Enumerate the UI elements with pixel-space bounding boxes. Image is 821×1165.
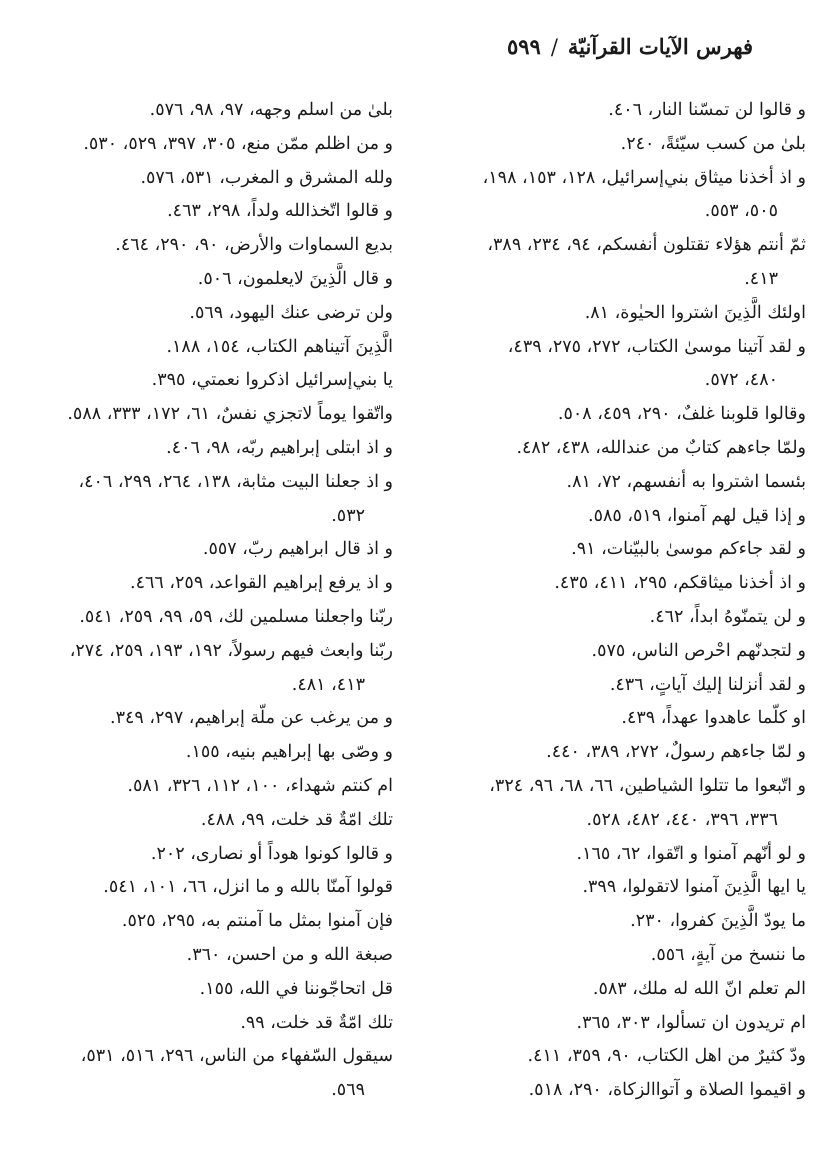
index-entry-line: و إذا قيل لهم آمنوا، ٥١٩، ٥٨٥.	[588, 505, 806, 526]
index-entry-line: ٤١٣، ٤٨١.	[291, 674, 365, 695]
index-entry-line: بلىٰ من اسلم وجهه، ٩٧، ٩٨، ٥٧٦.	[149, 100, 393, 120]
index-entry-line: صبغة الله و من احسن، ٣٦٠.	[186, 944, 393, 965]
index-entry-line: و قال الَّذِينَ لايعلمون، ٥٠٦.	[197, 268, 393, 289]
index-entry-line: الم تعلم انّ الله له ملك، ٥٨٣.	[592, 978, 806, 999]
index-entry-line: فإن آمنوا بمثل ما آمنتم به، ٢٩٥، ٥٢٥.	[121, 911, 393, 932]
index-entry-line: و اقيموا الصلاة و آتواالزكاة، ٢٩٠، ٥١٨.	[528, 1080, 806, 1101]
index-column-right	[401, 94, 806, 1108]
index-entry-line: و لتجدنّهم احْرص الناس، ٥٧٥.	[591, 640, 806, 661]
index-entry-line: ٣٣٦، ٣٩٦، ٤٤٠، ٤٨٢، ٥٢٨.	[586, 809, 778, 830]
index-entry-line: وقالوا قلوبنا غلفٌ، ٢٩٠، ٤٥٩، ٥٠٨.	[557, 404, 806, 425]
index-column-left	[13, 94, 393, 1108]
index-entry-line: و لقد جاءكم موسىٰ بالبيّنات، ٩١.	[571, 539, 806, 560]
index-entry-line: و اذ يرفع إبراهيم القواعد، ٢٥٩، ٤٦٦.	[130, 573, 393, 594]
index-entry-line: ام تريدون ان تسألوا، ٣٠٣، ٣٦٥.	[576, 1012, 806, 1033]
index-entry-line: يا بني‌إسرائيل اذكروا نعمتي، ٣٩٥.	[151, 370, 393, 391]
index-entry-line: بلىٰ من كسب سيّئةً، ٢٤٠.	[620, 133, 806, 154]
index-entry-line: ام كنتم شهداء، ١٠٠، ١١٢، ٣٢٦، ٥٨١.	[127, 775, 393, 796]
index-entry-line: و اذ أخذنا ميثاق بني‌إسرائيل، ١٢٨، ١٥٣، ١٩٨،	[482, 167, 806, 188]
index-entry-line: و اذ قال ابراهيم ربّ، ٥٥٧.	[202, 539, 393, 560]
index-entry-line: الَّذِينَ آتيناهم الكتاب، ١٥٤، ١٨٨.	[166, 336, 393, 357]
index-entry-line: تلك امّةٌ قد خلت، ٩٩.	[240, 1012, 393, 1033]
index-entry-line: ٤٨٠، ٥٧٢.	[704, 370, 778, 391]
index-entry-line: يا ايها الَّذِينَ آمنوا لاتقولوا، ٣٩٩.	[582, 877, 806, 898]
page-title: فهرس الآيات القرآنيّة	[567, 34, 753, 59]
index-entry-line: و اتّبعوا ما تتلوا الشياطين، ٦٦، ٦٨، ٩٦، ٣٢٤،	[489, 775, 806, 796]
index-entry-line: ٥٦٩.	[331, 1080, 365, 1101]
index-entry-line: ولمّا جاءهم كتابٌ من عندالله، ٤٣٨، ٤٨٢.	[516, 437, 806, 458]
index-entry-line: ثمّ أنتم هؤلاء تقتلون أنفسكم، ٩٤، ٢٣٤، ٣٨٩،	[487, 235, 806, 256]
index-entry-line: ما يودّ الَّذِينَ كفروا، ٢٣٠.	[630, 911, 806, 932]
page-header	[507, 34, 753, 59]
index-entry-line: و قالوا لن تمسّنا النار، ٤٠٦.	[608, 100, 806, 120]
page-number: ٥٩٩	[506, 34, 541, 59]
index-entry-line: و من اظلم ممّن منع، ٣٠٥، ٣٩٧، ٥٢٩، ٥٣٠.	[83, 133, 393, 154]
index-entry-line: و من يرغب عن ملّة إبراهيم، ٢٩٧، ٣٤٩.	[110, 708, 393, 729]
index-entry-line: بئسما اشتروا به أنفسهم، ٧٢، ٨١.	[566, 471, 806, 492]
index-entry-line: و لقد أنزلنا إليك آياتٍ، ٤٣٦.	[609, 674, 806, 695]
index-entry-line: و لقد آتينا موسىٰ الكتاب، ٢٧٢، ٢٧٥، ٤٣٩،	[507, 336, 806, 357]
index-entry-line: ربّنا وابعث فيهم رسولاً، ١٩٢، ١٩٣، ٢٥٩، ٢٧٤،	[69, 640, 393, 661]
index-entry-line: و لن يتمنّوهُ ابداً، ٤٦٢.	[649, 606, 806, 627]
index-entry-line: و قالوا اتّخذالله ولداً، ٢٩٨، ٤٦٣.	[167, 201, 393, 222]
index-entry-line: ودّ كثيرٌ من اهل الكتاب، ٩٠، ٣٥٩، ٤١١.	[527, 1046, 806, 1067]
index-entry-line: ولله المشرق و المغرب، ٥٣١، ٥٧٦.	[140, 167, 393, 188]
index-entry-line: ربّنا واجعلنا مسلمين لك، ٥٩، ٩٩، ٢٥٩، ٥٤١.	[79, 606, 393, 627]
index-entry-line: و اذ أخذنا ميثاقكم، ٢٩٥، ٤١١، ٤٣٥.	[554, 573, 806, 594]
index-entry-line: ٥٣٢.	[331, 505, 365, 526]
index-entry-line: و لو أنّهم آمنوا و اتّقوا، ٦٢، ١٦٥.	[576, 843, 806, 864]
index-entry-line: ٥٠٥، ٥٥٣.	[704, 201, 778, 222]
index-entry-line: ٤١٣.	[744, 268, 778, 289]
index-entry-line: و اذ ابتلى إبراهيم ربّه، ٩٨، ٤٠٦.	[166, 437, 393, 458]
index-entry-line: و لمّا جاءهم رسولٌ، ٢٧٢، ٣٨٩، ٤٤٠.	[546, 742, 806, 763]
header-separator: /	[550, 35, 558, 59]
index-entry-line: تلك امّةٌ قد خلت، ٩٩، ٤٨٨.	[200, 809, 393, 830]
index-entry-line: اولئك الَّذِينَ اشتروا الحيٰوة، ٨١.	[584, 302, 806, 323]
index-entry-line: و وصّى بها إبراهيم بنيه، ١٥٥.	[185, 742, 393, 763]
index-entry-line: ولن ترضى عنك اليهود، ٥٦٩.	[189, 302, 393, 323]
index-entry-line: ما ننسخ من آيةٍ، ٥٥٦.	[650, 944, 806, 965]
index-entry-line: بديع السماوات والأرض، ٩٠، ٢٩٠، ٤٦٤.	[115, 235, 393, 256]
index-entry-line: قولوا آمنّا بالله و ما انزل، ٦٦، ١٠١، ٥٤١.	[103, 877, 393, 898]
index-entry-line: واتّقوا يوماً لاتجزي نفسٌ، ٦١، ١٧٢، ٣٣٣، ٥٨٨.	[67, 404, 393, 425]
index-entry-line: و قالوا كونوا هوداً أو نصارى، ٢٠٢.	[150, 843, 393, 864]
index-entry-line: و اذ جعلنا البيت مثابة، ١٣٨، ٢٦٤، ٢٩٩، ٤٠٦،	[78, 471, 393, 492]
index-entry-line: او كلّما عاهدوا عهداً، ٤٣٩.	[621, 708, 806, 729]
index-entry-line: سيقول السّفهاء من الناس، ٢٩٦، ٥١٦، ٥٣١،	[80, 1046, 393, 1067]
index-entry-line: قل اتحاجّوننا في الله، ١٥٥.	[199, 978, 393, 999]
